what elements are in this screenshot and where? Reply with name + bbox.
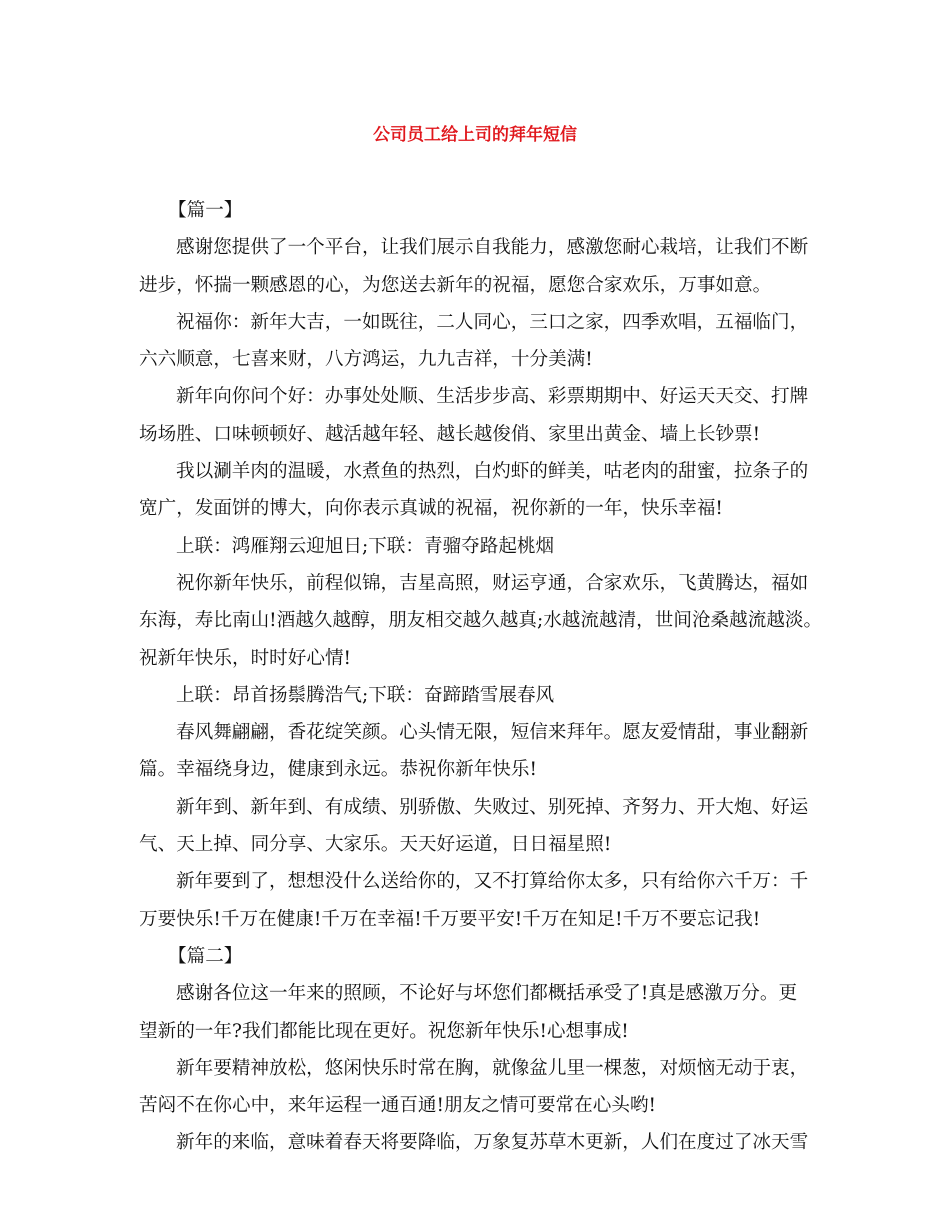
paragraph-line: 新年到、新年到、有成绩、别骄傲、失败过、别死掉、齐努力、开大炮、好运 (176, 796, 809, 818)
paragraph-line: 宽广，发面饼的博大，向你表示真诚的祝福，祝你新的一年，快乐幸福! (139, 498, 723, 520)
paragraph-line: 望新的一年?我们都能比现在更好。祝您新年快乐!心想事成! (139, 1020, 629, 1042)
paragraph-line: 气、天上掉、同分享、大家乐。天天好运道，日日福星照! (139, 834, 612, 856)
section-heading: 【篇二】 (168, 945, 243, 967)
paragraph-line: 上联：昂首扬鬃腾浩气;下联：奋蹄踏雪展春风 (176, 684, 555, 706)
paragraph-line: 新年要精神放松，悠闲快乐时常在胸，就像盆儿里一棵葱，对烦恼无动于衷， (176, 1057, 809, 1079)
paragraph-line: 新年要到了，想想没什么送给你的，又不打算给你太多，只有给你六千万：千 (176, 871, 809, 893)
paragraph-line: 感谢您提供了一个平台，让我们展示自我能力，感激您耐心栽培，让我们不断 (176, 237, 809, 259)
paragraph-line: 上联：鸿雁翔云迎旭日;下联：青骝夺路起桃烟 (176, 535, 555, 557)
paragraph-line: 春风舞翩翩，香花绽笑颜。心头情无限，短信来拜年。愿友爱情甜，事业翻新 (176, 722, 809, 744)
document-body (139, 192, 825, 1162)
paragraph-line: 场场胜、口味顿顿好、越活越年轻、越长越俊俏、家里出黄金、墙上长钞票! (139, 423, 761, 445)
document-title: 公司员工给上司的拜年短信 (373, 125, 577, 145)
paragraph-line: 万要快乐!千万在健康!千万在幸福!千万要平安!千万在知足!千万不要忘记我! (139, 908, 761, 930)
paragraph-line: 祝新年快乐，时时好心情! (139, 647, 352, 669)
paragraph-line: 新年的来临，意味着春天将要降临，万象复苏草木更新，人们在度过了冰天雪 (176, 1132, 809, 1154)
paragraph-line: 感谢各位这一年来的照顾，不论好与坏您们都概括承受了!真是感激万分。更 (176, 983, 798, 1005)
paragraph-line: 东海，寿比南山!酒越久越醇，朋友相交越久越真;水越流越清，世间沧桑越流越淡。 (139, 610, 823, 632)
paragraph-line: 六六顺意，七喜来财，八方鸿运，九九吉祥，十分美满! (139, 349, 593, 371)
paragraph-line: 祝你新年快乐，前程似锦，吉星高照，财运亨通，合家欢乐，飞黄腾达，福如 (176, 572, 809, 594)
paragraph-line: 篇。幸福绕身边，健康到永远。恭祝你新年快乐! (139, 759, 537, 781)
paragraph-line: 我以涮羊肉的温暖，水煮鱼的热烈，白灼虾的鲜美，咕老肉的甜蜜，拉条子的 (176, 461, 809, 483)
section-heading: 【篇一】 (168, 200, 243, 221)
paragraph-line: 进步，怀揣一颗感恩的心，为您送去新年的祝福，愿您合家欢乐，万事如意。 (139, 274, 772, 296)
paragraph-line: 祝福你：新年大吉，一如既往，二人同心，三口之家，四季欢唱，五福临门， (176, 311, 809, 333)
paragraph-line: 新年向你问个好：办事处处顺、生活步步高、彩票期期中、好运天天交、打牌 (176, 386, 809, 408)
paragraph-line: 苦闷不在你心中，来年运程一通百通!朋友之情可要常在心头哟! (139, 1095, 656, 1117)
